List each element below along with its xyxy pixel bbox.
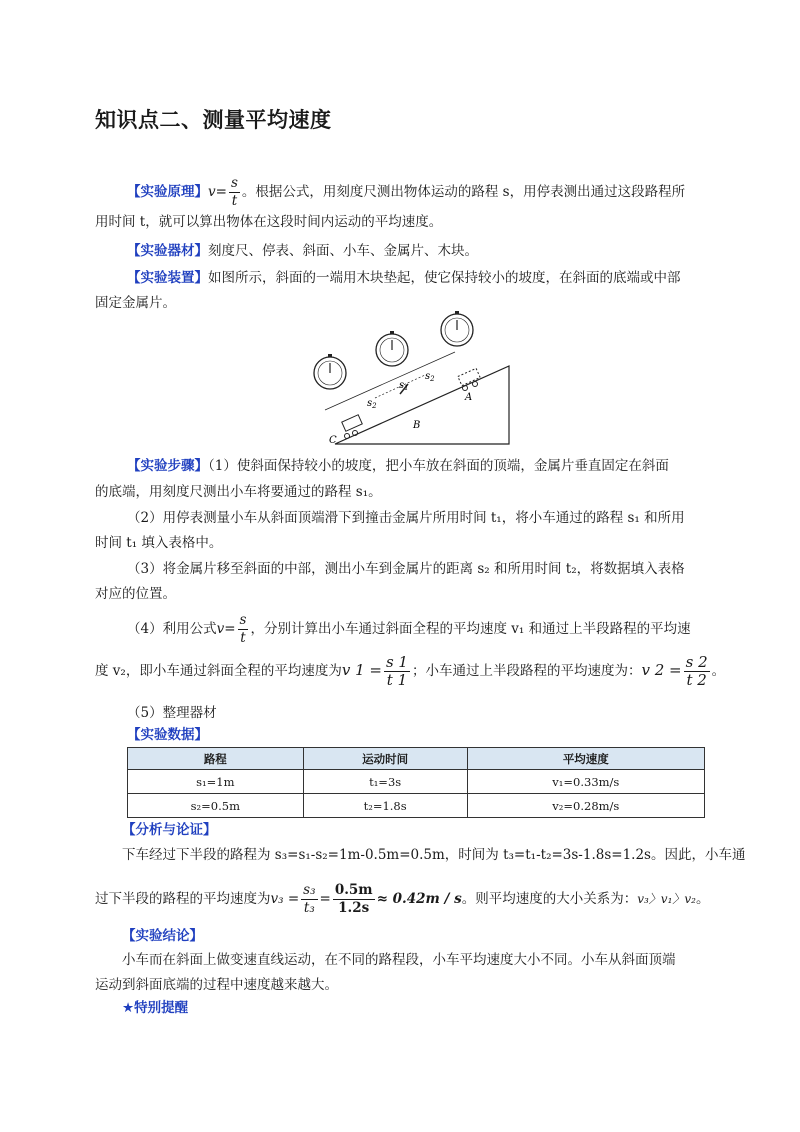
table-row (128, 770, 705, 794)
conclusion-line-1: 小车而在斜面上做变速直线运动，在不同的路程段，小车平均速度大小不同。小车从斜面顶端 (122, 952, 676, 968)
steps-tag: 【实验步骤】 (127, 458, 208, 474)
data-table (127, 747, 705, 818)
table-cell: s₁=1m (128, 770, 304, 794)
steps-line-3: （2）用停表测量小车从斜面顶端滑下到撞击金属片所用时间 t₁，将小车通过的路程 s₁ 和所用 (127, 510, 685, 526)
setup-line-2: 固定金属片。 (95, 295, 176, 311)
incline-surface (335, 366, 509, 444)
table-cell: t₁=3s (303, 770, 467, 794)
steps-line-8: 度 v₂，即小车通过斜面全程的平均速度为v 1 = $\frac{s 1}{t 1}$ ；小车通过上半段路程的平均速度为：v 2 = $\frac{s 2}{t 2}$ 。 (95, 653, 726, 689)
stopwatch-icon (441, 311, 473, 346)
stopwatch-icon (376, 331, 408, 366)
formula-fraction: $\frac{s}{t}$ (239, 612, 247, 646)
principle-line-1: 【实验原理】v= $\frac{s}{t}$ 。根据公式，用刻度尺测出物体运动的路程 s，用停表测出通过这段路程所 (127, 175, 686, 209)
formula-fraction: $\frac{0.5m}{1.2s}$ (334, 882, 373, 916)
table-header: 运动时间 (303, 748, 467, 770)
table-header: 路程 (128, 748, 304, 770)
analysis-tag: 【分析与论证】 (122, 822, 217, 838)
special-reminder-heading: ★特别提醒 (122, 1000, 189, 1016)
data-tag-line (127, 725, 737, 745)
label-B: B (413, 420, 421, 431)
label-A: A (465, 392, 473, 403)
label-C: C (329, 435, 337, 446)
table-cell: v₂=0.28m/s (467, 794, 704, 818)
steps-line-4: 时间 t₁ 填入表格中。 (95, 535, 223, 551)
label-s1: $s_1$ (399, 380, 409, 392)
table-row (128, 794, 705, 818)
table-header: 平均速度 (467, 748, 704, 770)
steps-line-2: 的底端，用刻度尺测出小车将要通过的路程 s₁。 (95, 484, 382, 500)
formula-fraction: $\frac{\text{s₃}}{\text{t₃}}$ (303, 882, 316, 916)
conclusion-tag: 【实验结论】 (122, 928, 203, 944)
incline-diagram (305, 310, 515, 450)
section-title: 知识点二、测量平均速度 (95, 108, 332, 132)
analysis-tag-line (122, 820, 732, 840)
steps-line-9: （5）整理器材 (127, 705, 217, 721)
principle-tag: 【实验原理】 (127, 184, 208, 200)
setup-line-1: 【实验装置】如图所示，斜面的一端用木块垫起，使它保持较小的坡度，在斜面的底端或中部 (127, 270, 681, 286)
stopwatch-icon (314, 354, 346, 389)
setup-tag: 【实验装置】 (127, 270, 208, 286)
analysis-line-2: 过下半段的路程的平均速度为v₃ = $\frac{\text{s₃}}{\text{t₃}}$ = $\frac{0.5m}{1.2s}$ ≈ 0.42m / s。则平均速度的大小关系为：v₃〉v₁〉v₂。 (95, 882, 710, 916)
equipment-line: 【实验器材】刻度尺、停表、斜面、小车、金属片、木块。 (127, 243, 478, 259)
equipment-tag: 【实验器材】 (127, 243, 208, 259)
label-s3: $s_2$ (367, 398, 377, 410)
principle-line-2: 用时间 t，就可以算出物体在这段时间内运动的平均速度。 (95, 214, 443, 230)
steps-line-7: （4）利用公式v= $\frac{s}{t}$ ，分别计算出小车通过斜面全程的平均速度 v₁ 和通过上半段路程的平均速 (127, 612, 691, 646)
analysis-line-1: 下车经过下半段的路程为 s₃=s₁-s₂=1m-0.5m=0.5m，时间为 t₃=t₁-t₂=3s-1.8s=1.2s。因此，小车通 (122, 847, 746, 863)
formula-fraction: $\frac{s}{t}$ (230, 175, 238, 209)
table-cell: v₁=0.33m/s (467, 770, 704, 794)
label-s2: $s_2$ (425, 371, 435, 383)
cart-bottom (342, 415, 363, 439)
steps-line-6: 对应的位置。 (95, 586, 176, 602)
conclusion-line-2: 运动到斜面底端的过程中速度越来越大。 (95, 977, 338, 993)
table-cell: s₂=0.5m (128, 794, 304, 818)
data-tag: 【实验数据】 (127, 727, 208, 743)
table-cell: t₂=1.8s (303, 794, 467, 818)
formula-fraction: $\frac{s 2}{t 2}$ (685, 653, 708, 689)
conclusion-tag-line (122, 926, 732, 946)
steps-line-1: 【实验步骤】（1）使斜面保持较小的坡度，把小车放在斜面的顶端，金属片垂直固定在斜面 (127, 458, 669, 474)
formula-fraction: $\frac{s 1}{t 1}$ (385, 653, 408, 689)
steps-line-5: （3）将金属片移至斜面的中部，测出小车到金属片的距离 s₂ 和所用时间 t₂，将数据填入表格 (127, 561, 685, 577)
table-header-row (128, 748, 705, 770)
